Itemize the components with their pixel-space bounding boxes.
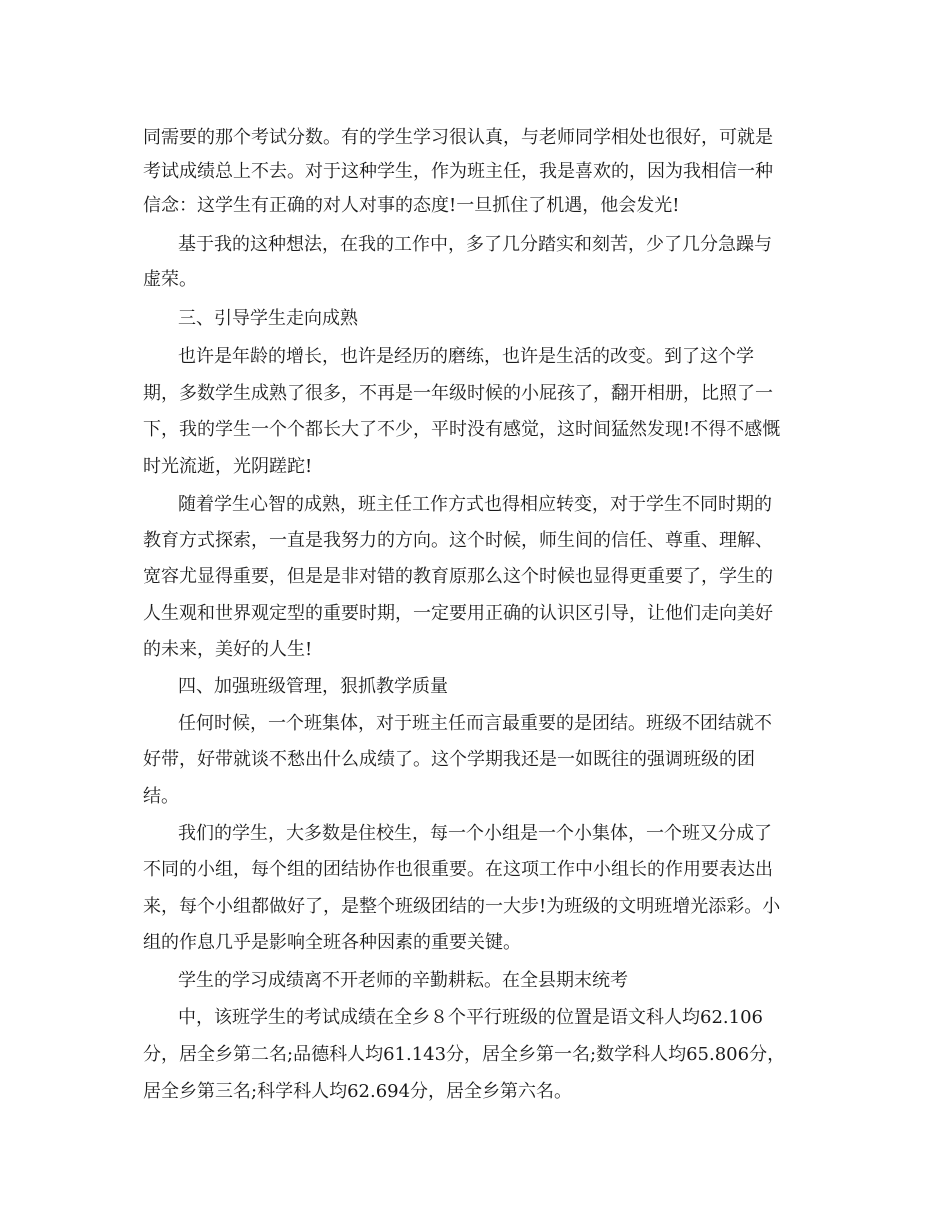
text-line: 的未来，美好的人生! [143, 639, 313, 660]
text-line: 时光流逝，光阴蹉跎! [143, 456, 313, 477]
text-line: 居全乡第三名;科学科人均62.694分，居全乡第六名。 [143, 1081, 573, 1102]
paragraph-first-line: 也许是年龄的增长，也许是经历的磨练，也许是生活的改变。到了这个学 [178, 346, 754, 367]
text-line: 中，该班学生的考试成绩在全乡８个平行班级的位置是语文科人均62.106 [178, 1007, 763, 1028]
text-line: 组的作息几乎是影响全班各种因素的重要关键。 [143, 932, 521, 953]
text-line: 来，每个小组都做好了，是整个班级团结的一大步!为班级的文明班增光添彩。小 [143, 896, 781, 917]
text-line: 宽容尤显得重要，但是是非对错的教育原那么这个时候也显得更重要了，学生的 [143, 566, 773, 587]
text-line: 信念：这学生有正确的对人对事的态度!一旦抓住了机遇，他会发光! [143, 195, 680, 216]
paragraph-first-line: 随着学生心智的成熟，班主任工作方式也得相应转变，对于学生不同时期的 [178, 494, 772, 515]
paragraph-first-line: 学生的学习成绩离不开老师的辛勤耕耘。在全县期末统考 [178, 970, 628, 991]
paragraph-first-line: 任何时候，一个班集体，对于班主任而言最重要的是团结。班级不团结就不 [178, 713, 772, 734]
text-line: 不同的小组，每个组的团结协作也很重要。在这项工作中小组长的作用要表达出 [143, 859, 773, 880]
paragraph-first-line: 基于我的这种想法，在我的工作中，多了几分踏实和刻苦，少了几分急躁与 [178, 234, 772, 255]
text-line: 教育方式探索，一直是我努力的方向。这个时候，师生间的信任、尊重、理解、 [143, 530, 773, 551]
text-line: 分，居全乡第二名;品德科人均61.143分，居全乡第一名;数学科人均65.806分， [143, 1044, 786, 1065]
text-line: 结。 [143, 786, 179, 807]
text-line: 同需要的那个考试分数。有的学生学习很认真，与老师同学相处也很好，可就是 [143, 127, 773, 148]
paragraph-first-line: 我们的学生，大多数是住校生，每一个小组是一个小集体，一个班又分成了 [178, 823, 772, 844]
text-line: 人生观和世界观定型的重要时期，一定要用正确的认识区引导，让他们走向美好 [143, 603, 773, 624]
section-heading: 四、加强班级管理，狠抓教学质量 [178, 676, 448, 697]
text-line: 考试成绩总上不去。对于这种学生，作为班主任，我是喜欢的，因为我相信一种 [143, 161, 773, 182]
section-heading: 三、引导学生走向成熟 [178, 308, 358, 329]
text-line: 好带，好带就谈不愁出什么成绩了。这个学期我还是一如既往的强调班级的团 [143, 749, 755, 770]
text-line: 下，我的学生一个个都长大了不少，平时没有感觉，这时间猛然发现!不得不感慨 [143, 419, 781, 440]
text-line: 虚荣。 [143, 269, 197, 290]
text-line: 期，多数学生成熟了很多，不再是一年级时候的小屁孩了，翻开相册，比照了一 [143, 383, 773, 404]
